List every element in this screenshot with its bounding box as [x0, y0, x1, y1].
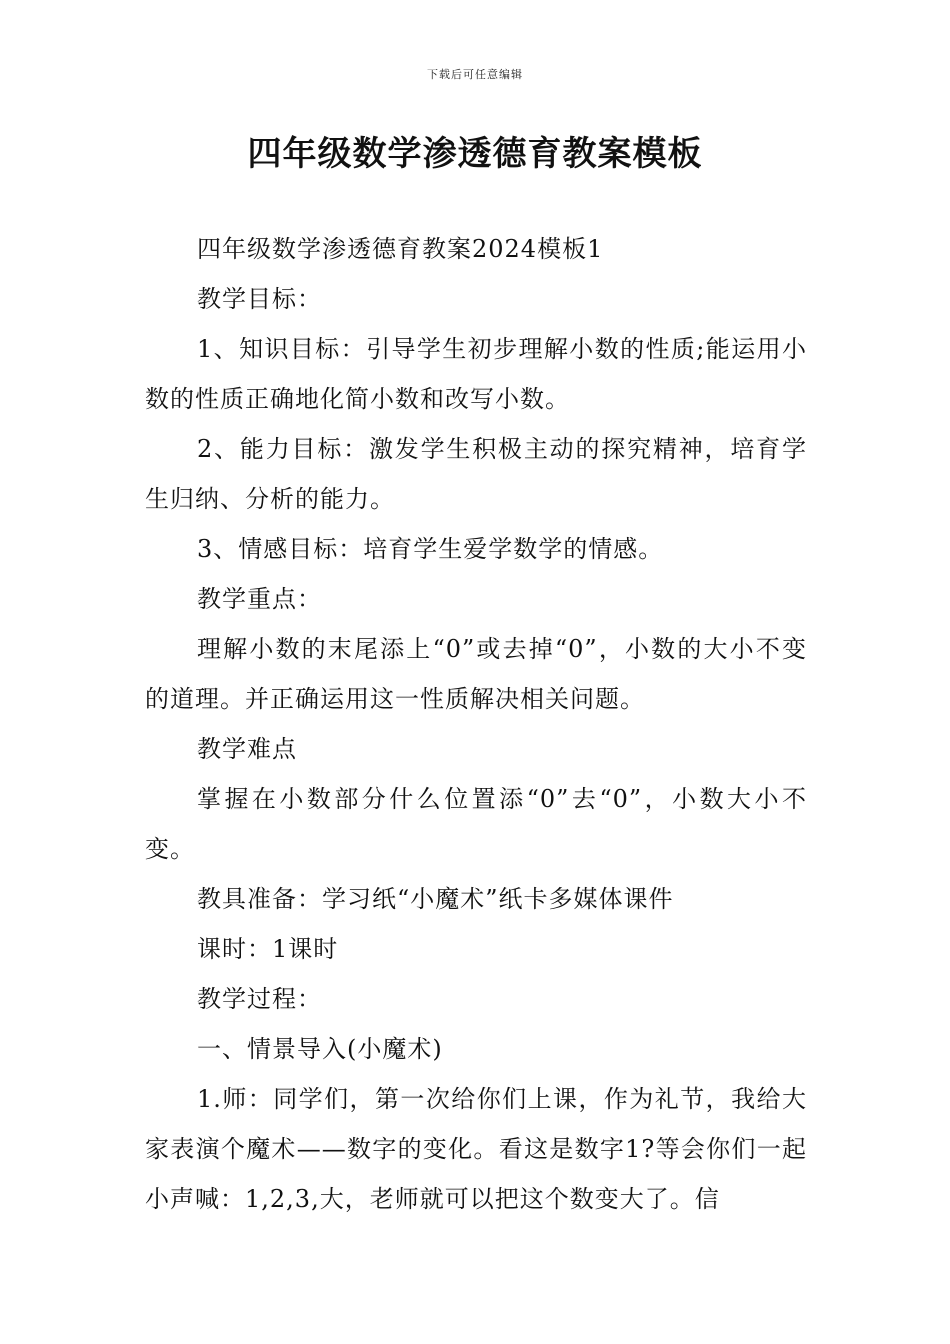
paragraph-knowledge-objective: 1、知识目标：引导学生初步理解小数的性质;能运用小数的性质正确地化简小数和改写小数。: [145, 335, 807, 413]
paragraph-teacher-intro: 1.师：同学们，第一次给你们上课，作为礼节，我给大家表演个魔术——数字的变化。看这是数字1?等会你们一起小声喊：1,2,3,大，老师就可以把这个数变大了。信: [145, 1085, 807, 1213]
paragraph-process-heading: 教学过程：: [197, 985, 322, 1013]
paragraph-ability-objective: 2、能力目标：激发学生积极主动的探究精神，培育学生归纳、分析的能力。: [145, 435, 807, 513]
paragraph-section-intro: 一、情景导入(小魔术): [197, 1035, 443, 1063]
paragraph-key-points: 理解小数的末尾添上“0”或去掉“0”，小数的大小不变的道理。并正确运用这一性质解决相关问题。: [145, 635, 807, 713]
header-note: 下载后可任意编辑: [427, 68, 523, 81]
paragraph-difficulty-heading: 教学难点: [197, 735, 297, 763]
paragraph-objectives-heading: 教学目标：: [197, 285, 322, 313]
paragraph-materials: 教具准备：学习纸“小魔术”纸卡多媒体课件: [197, 885, 674, 913]
paragraph-emotion-objective: 3、情感目标：培育学生爱学数学的情感。: [197, 535, 664, 563]
paragraph-difficulty: 掌握在小数部分什么位置添“0”去“0”，小数大小不变。: [145, 785, 807, 863]
document-title: 四年级数学渗透德育教案模板: [247, 134, 703, 174]
paragraph-class-hours: 课时：1课时: [197, 935, 339, 963]
document-body: [145, 224, 807, 1224]
paragraph-key-points-heading: 教学重点：: [197, 585, 322, 613]
paragraph-subtitle: 四年级数学渗透德育教案2024模板1: [197, 235, 604, 263]
